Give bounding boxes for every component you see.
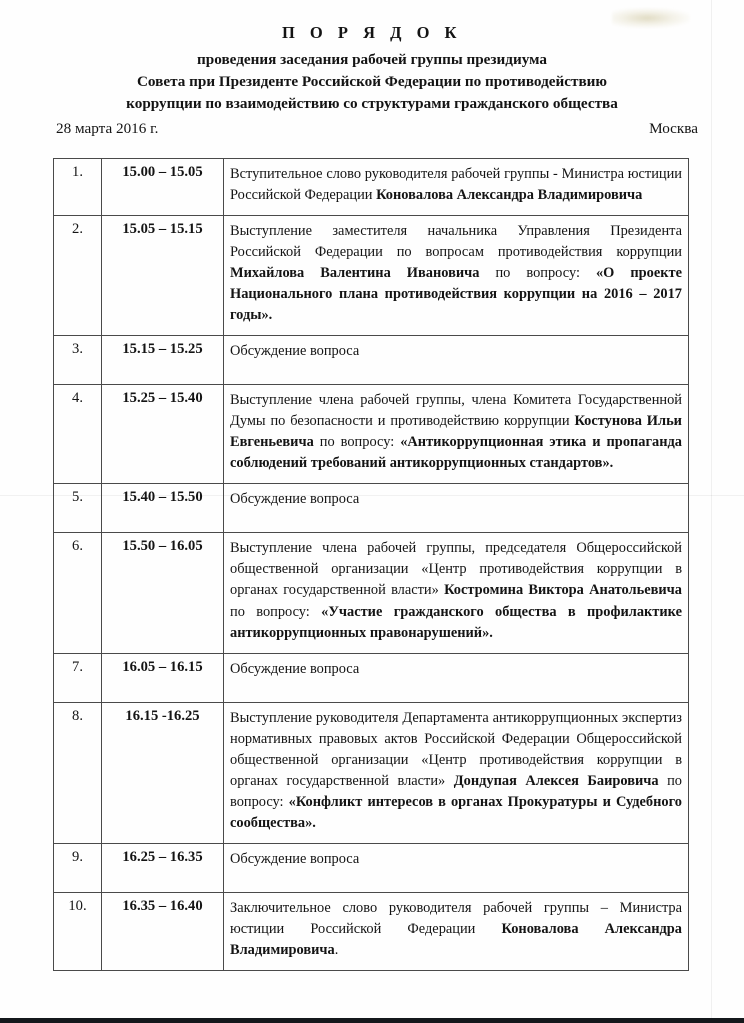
agenda-description-emphasis: Костромина Виктора Анатольевича	[444, 582, 682, 599]
agenda-item-description	[224, 484, 689, 533]
agenda-description-emphasis: Коновалова Александра Владимировича	[230, 920, 682, 958]
document-subtitle-line: коррупции по взаимодействию со структурами гражданского общества	[126, 94, 618, 112]
table-row	[54, 533, 689, 653]
table-row	[54, 336, 689, 385]
page-title: П О Р Я Д О К	[281, 23, 463, 42]
agenda-description-text: по вопросу:	[313, 434, 401, 451]
agenda-description-emphasis: «Конфликт интересов в органах Прокуратуры и Судебного сообщества».	[230, 793, 682, 831]
agenda-description-text: .	[334, 941, 339, 958]
agenda-item-description	[224, 533, 689, 653]
agenda-item-description	[224, 159, 689, 216]
agenda-description-text: Обсуждение вопроса	[230, 343, 360, 360]
document-place: Москва	[649, 120, 698, 137]
document-subtitle-line: Совета при Президенте Российской Федерации по противодействию	[136, 73, 608, 91]
agenda-description-emphasis: «Участие гражданского общества в профилактике антикоррупционных правонарушений».	[230, 603, 682, 641]
agenda-item-time: 15.25 – 15.40	[102, 385, 224, 484]
table-row	[54, 385, 689, 484]
table-row	[54, 484, 689, 533]
agenda-item-description	[224, 385, 689, 484]
agenda-item-time: 15.15 – 15.25	[102, 336, 224, 385]
agenda-description-text: Выступление члена рабочей группы, председателя Общероссийской общественной организации «Центр противодействия коррупции в органах государственной власти»	[230, 540, 682, 599]
agenda-description-emphasis: Костунова Ильи Евгеньевича	[230, 413, 682, 451]
table-row	[54, 653, 689, 702]
agenda-item-number: 6.	[54, 533, 102, 653]
agenda-description-text: Обсуждение вопроса	[230, 850, 360, 867]
agenda-item-time: 16.15 -16.25	[102, 702, 224, 843]
agenda-table-container	[53, 158, 689, 971]
agenda-item-time: 16.05 – 16.15	[102, 653, 224, 702]
agenda-description-text: Обсуждение вопроса	[230, 491, 360, 508]
agenda-description-text: по вопросу:	[479, 265, 596, 282]
agenda-item-number: 5.	[54, 484, 102, 533]
agenda-description-text: Вступительное слово руководителя рабочей группы - Министра юстиции Российской Федерации	[230, 166, 682, 204]
agenda-item-description	[224, 216, 689, 336]
agenda-table-body	[54, 159, 689, 971]
agenda-table	[53, 158, 689, 971]
table-row	[54, 892, 689, 970]
agenda-item-description	[224, 843, 689, 892]
agenda-item-time: 15.00 – 15.05	[102, 159, 224, 216]
document-subtitle	[62, 49, 682, 115]
agenda-item-description	[224, 653, 689, 702]
agenda-description-emphasis: Михайлова Валентина Ивановича	[230, 265, 480, 282]
document-date: 28 марта 2016 г.	[56, 120, 159, 137]
scan-line-vertical	[711, 0, 712, 1023]
agenda-description-text: Выступление заместителя начальника Управления Президента Российской Федерации по вопросам противодействия коррупции	[230, 223, 682, 261]
agenda-item-description	[224, 702, 689, 843]
agenda-item-number: 1.	[54, 159, 102, 216]
agenda-item-number: 9.	[54, 843, 102, 892]
document-subtitle-line: проведения заседания рабочей группы президиума	[197, 51, 547, 69]
agenda-description-text: Выступление руководителя Департамента антикоррупционных экспертиз нормативных правовых актов Российской Федерации Общероссийской общественной организации «Центр противодействия коррупции в органах государственной власти»	[230, 709, 682, 789]
agenda-item-number: 3.	[54, 336, 102, 385]
agenda-description-text: по вопросу:	[230, 603, 322, 620]
agenda-item-number: 8.	[54, 702, 102, 843]
agenda-item-time: 16.25 – 16.35	[102, 843, 224, 892]
agenda-item-time: 15.50 – 16.05	[102, 533, 224, 653]
agenda-description-text: Выступление члена рабочей группы, члена Комитета Государственной Думы по безопасности и противодействию коррупции	[230, 392, 682, 430]
table-row	[54, 843, 689, 892]
table-row	[54, 702, 689, 843]
agenda-item-number: 10.	[54, 892, 102, 970]
agenda-description-emphasis: Коновалова Александра Владимировича	[376, 187, 643, 204]
table-row	[54, 159, 689, 216]
agenda-item-time: 16.35 – 16.40	[102, 892, 224, 970]
agenda-description-text: Заключительное слово руководителя рабочей группы – Министра юстиции Российской Федерации	[230, 899, 682, 937]
scan-bottom-band	[0, 1018, 744, 1023]
agenda-description-emphasis: Дондупая Алексея Баировича	[453, 772, 659, 789]
agenda-description-emphasis: «Антикоррупционная этика и пропаганда соблюдений требований антикоррупционных стандартов».	[230, 434, 682, 472]
agenda-item-time: 15.05 – 15.15	[102, 216, 224, 336]
table-row	[54, 216, 689, 336]
agenda-description-emphasis: «О проекте Национального плана противодействия коррупции на 2016 – 2017 годы».	[230, 265, 682, 324]
agenda-item-description	[224, 336, 689, 385]
document-header	[0, 24, 744, 115]
agenda-description-text: по вопросу:	[230, 772, 682, 810]
agenda-item-number: 4.	[54, 385, 102, 484]
agenda-item-time: 15.40 – 15.50	[102, 484, 224, 533]
document-meta-line	[56, 120, 698, 138]
agenda-item-number: 7.	[54, 653, 102, 702]
agenda-item-description	[224, 892, 689, 970]
agenda-description-text: Обсуждение вопроса	[230, 660, 360, 677]
agenda-item-number: 2.	[54, 216, 102, 336]
